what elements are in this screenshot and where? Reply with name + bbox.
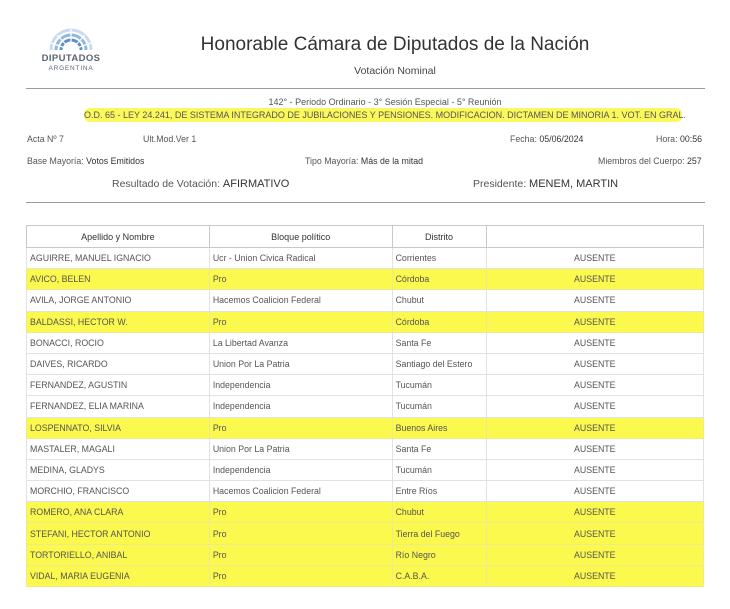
cell-voto: AUSENTE — [486, 375, 703, 396]
ult-mod-version: Ult.Mod.Ver 1 — [143, 134, 197, 144]
cell-bloque: Pro — [209, 269, 392, 290]
miembros-field — [598, 156, 702, 166]
cell-voto: AUSENTE — [486, 438, 703, 459]
fecha-field — [510, 134, 583, 144]
table-row — [27, 290, 704, 311]
hora-field — [656, 134, 702, 144]
cell-voto: AUSENTE — [486, 523, 703, 544]
cell-bloque: Pro — [209, 311, 392, 332]
resultado-label: Resultado de Votación: — [112, 178, 220, 190]
cell-bloque: Independencia — [209, 375, 392, 396]
table-row — [27, 396, 704, 417]
cell-bloque: Union Por La Patria — [209, 353, 392, 374]
cell-bloque: Independencia — [209, 396, 392, 417]
hora-value: 00:56 — [679, 134, 702, 144]
cell-distrito: C.A.B.A. — [392, 565, 486, 586]
table-row — [27, 438, 704, 459]
cell-bloque: Pro — [209, 565, 392, 586]
cell-voto: AUSENTE — [486, 311, 703, 332]
header-voto — [486, 226, 703, 248]
cell-bloque: Ucr - Union Civica Radical — [209, 248, 392, 269]
congress-dome-icon — [46, 26, 96, 52]
table-row — [27, 353, 704, 374]
tipo-mayoria-label: Tipo Mayoría: — [305, 156, 359, 166]
cell-name: TORTORIELLO, ANIBAL — [27, 544, 210, 565]
table-row — [27, 248, 704, 269]
base-mayoria-label: Base Mayoría: — [27, 156, 84, 166]
base-mayoria-field — [27, 156, 144, 166]
cell-bloque: Union Por La Patria — [209, 438, 392, 459]
header-apellido-nombre: Apellido y Nombre — [27, 226, 210, 248]
fecha-label: Fecha: — [510, 134, 537, 144]
acta-number: Acta Nº 7 — [27, 134, 64, 144]
cell-voto: AUSENTE — [486, 332, 703, 353]
fecha-value: 05/06/2024 — [539, 134, 584, 144]
table-row — [27, 459, 704, 480]
cell-voto: AUSENTE — [486, 502, 703, 523]
cell-voto: AUSENTE — [486, 269, 703, 290]
table-row — [27, 502, 704, 523]
cell-voto: AUSENTE — [486, 290, 703, 311]
table-row — [27, 481, 704, 502]
table-row — [27, 565, 704, 586]
tipo-mayoria-field — [305, 156, 423, 166]
cell-name: DAIVES, RICARDO — [27, 353, 210, 374]
cell-name: ROMERO, ANA CLARA — [27, 502, 210, 523]
votes-table — [26, 225, 704, 587]
logo-name: DIPUTADOS — [41, 53, 101, 64]
cell-distrito: Santa Fe — [392, 332, 486, 353]
page-title: Honorable Cámara de Diputados de la Nación — [200, 34, 590, 55]
cell-voto: AUSENTE — [486, 353, 703, 374]
cell-name: STEFANI, HECTOR ANTONIO — [27, 523, 210, 544]
table-row — [27, 269, 704, 290]
cell-distrito: Córdoba — [392, 269, 486, 290]
cell-voto: AUSENTE — [486, 459, 703, 480]
cell-distrito: Río Negro — [392, 544, 486, 565]
miembros-value: 257 — [687, 156, 702, 166]
cell-bloque: Pro — [209, 523, 392, 544]
cell-distrito: Tucumán — [392, 375, 486, 396]
cell-bloque: Pro — [209, 417, 392, 438]
cell-distrito: Tucumán — [392, 459, 486, 480]
cell-name: VIDAL, MARIA EUGENIA — [27, 565, 210, 586]
cell-name: AVILA, JORGE ANTONIO — [27, 290, 210, 311]
meta-divider — [26, 202, 705, 203]
cell-voto: AUSENTE — [486, 544, 703, 565]
table-row — [27, 523, 704, 544]
cell-distrito: Tucumán — [392, 396, 486, 417]
cell-distrito: Santiago del Estero — [392, 353, 486, 374]
cell-voto: AUSENTE — [486, 417, 703, 438]
hora-label: Hora: — [656, 134, 678, 144]
cell-name: LOSPENNATO, SILVIA — [27, 417, 210, 438]
page-subtitle: Votación Nominal — [354, 65, 436, 77]
cell-bloque: Hacemos Coalicion Federal — [209, 290, 392, 311]
cell-name: AGUIRRE, MANUEL IGNACIO — [27, 248, 210, 269]
cell-name: BALDASSI, HECTOR W. — [27, 311, 210, 332]
cell-voto: AUSENTE — [486, 396, 703, 417]
cell-distrito: Chubut — [392, 502, 486, 523]
cell-bloque: Pro — [209, 502, 392, 523]
topic-line: O.D. 65 - LEY 24.241, DE SISTEMA INTEGRADO DE JUBILACIONES Y PENSIONES. MODIFICACION. DICTAMEN DE MINORIA 1. VOT. EN GRAL. — [84, 110, 686, 120]
logo-country: ARGENTINA — [48, 65, 94, 72]
cell-distrito: Santa Fe — [392, 438, 486, 459]
cell-bloque: La Libertad Avanza — [209, 332, 392, 353]
cell-distrito: Córdoba — [392, 311, 486, 332]
header-distrito: Distrito — [392, 226, 486, 248]
table-row — [27, 417, 704, 438]
cell-name: MEDINA, GLADYS — [27, 459, 210, 480]
cell-name: FERNANDEZ, AGUSTIN — [27, 375, 210, 396]
resultado-field — [112, 178, 289, 190]
cell-voto: AUSENTE — [486, 565, 703, 586]
session-line: 142° - Periodo Ordinario - 3° Sesión Especial - 5° Reunión — [268, 97, 502, 107]
miembros-label: Miembros del Cuerpo: — [598, 156, 685, 166]
cell-distrito: Tierra del Fuego — [392, 523, 486, 544]
cell-distrito: Corrientes — [392, 248, 486, 269]
tipo-mayoria-value: Más de la mitad — [360, 156, 423, 166]
cell-voto: AUSENTE — [486, 481, 703, 502]
cell-distrito: Entre Ríos — [392, 481, 486, 502]
table-row — [27, 544, 704, 565]
cell-bloque: Hacemos Coalicion Federal — [209, 481, 392, 502]
presidente-field — [473, 178, 618, 190]
cell-name: FERNANDEZ, ELIA MARINA — [27, 396, 210, 417]
base-mayoria-value: Votos Emitidos — [86, 156, 145, 166]
presidente-label: Presidente: — [473, 178, 527, 190]
cell-distrito: Buenos Aires — [392, 417, 486, 438]
table-row — [27, 332, 704, 353]
table-header-row — [27, 226, 704, 248]
table-row — [27, 311, 704, 332]
table-row — [27, 375, 704, 396]
resultado-value: AFIRMATIVO — [222, 178, 290, 190]
cell-bloque: Independencia — [209, 459, 392, 480]
cell-name: MASTALER, MAGALI — [27, 438, 210, 459]
top-divider — [26, 88, 705, 89]
header-bloque-politico: Bloque político — [209, 226, 392, 248]
cell-name: MORCHIO, FRANCISCO — [27, 481, 210, 502]
cell-name: BONACCI, ROCIO — [27, 332, 210, 353]
cell-distrito: Chubut — [392, 290, 486, 311]
diputados-logo — [34, 26, 108, 72]
cell-voto: AUSENTE — [486, 248, 703, 269]
cell-name: AVICO, BELEN — [27, 269, 210, 290]
presidente-value: MENEM, MARTIN — [529, 178, 619, 190]
cell-bloque: Pro — [209, 544, 392, 565]
